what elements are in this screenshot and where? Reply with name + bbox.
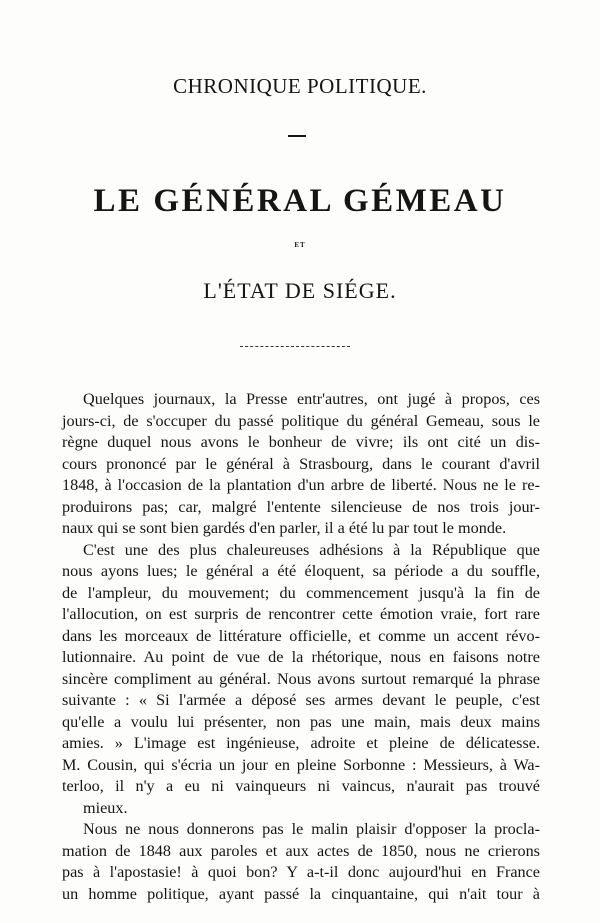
text-line: mieux.: [83, 798, 128, 817]
article-subtitle: L'ÉTAT DE SIÉGE.: [203, 278, 397, 303]
text-line: lutionnaire. Au point de vue de la rhétorique, nous en faisons notre: [62, 648, 540, 666]
text-line: cours prononcé par le général à Strasbourg, dans le courant d'avril: [62, 454, 540, 473]
title-conjunction: ET: [294, 241, 306, 249]
text-line: dans les morceaux de littérature officielle, et comme un accent révo-: [62, 626, 540, 645]
section-rubric: CHRONIQUE POLITIQUE.: [173, 74, 427, 98]
text-line: M. Cousin, qui s'écria un jour en pleine Sorbonne : Messieurs, à Wa-: [62, 755, 540, 774]
text-line: C'est une des plus chaleureuses adhésions à la République que: [83, 540, 540, 559]
article-title: LE GÉNÉRAL GÉMEAU: [93, 183, 507, 219]
rubric-dash-divider: [288, 135, 306, 137]
text-line: Nous ne nous donnerons pas le malin plaisir d'opposer la procla-: [83, 820, 540, 838]
text-line: mation de 1848 aux paroles et aux actes de 1850, nous ne crierons: [62, 841, 540, 860]
text-line: pas à l'apostasie! à quoi bon? Y a-t-il donc aujourd'hui en France: [62, 863, 540, 881]
text-line: amies. » L'image est ingénieuse, adroite et pleine de délicatesse.: [62, 734, 540, 752]
text-line: règne duquel nous avons le bonheur de vivre; ils ont cité un dis-: [62, 433, 540, 451]
text-line: l'allocution, on est surpris de rencontrer cette émotion vraie, fort rare: [62, 605, 540, 623]
text-line: produirons pas; car, malgré l'entente silencieuse de nos trois jour-: [62, 497, 540, 516]
text-line: jours-ci, de s'occuper du passé politique du général Gemeau, sous le: [62, 411, 540, 430]
text-line: naux qui se sont bien gardés d'en parler, il a été lu par tout le monde.: [62, 519, 507, 537]
text-line: terloo, il n'y a eu ni vainqueurs ni vaincus, n'aurait pas trouvé: [62, 777, 540, 795]
article-body: [62, 389, 540, 905]
text-line: nous ayons lues; le général a été éloquent, sa période a du souffle,: [62, 562, 540, 580]
text-line: suivante : « Si l'armée a déposé ses armes devant le peuple, c'est: [62, 691, 540, 709]
text-line: Quelques journaux, la Presse entr'autres, ont jugé à propos, ces: [83, 390, 540, 408]
text-line: de l'ampleur, du mouvement; du commencement jusqu'à la fin de: [62, 583, 540, 602]
text-line: sincère compliment au général. Nous avons surtout remarqué la phrase: [62, 669, 540, 688]
text-line: un homme politique, ayant passé la cinquantaine, qui n'ait tour à: [62, 884, 540, 903]
text-line: 1848, à l'occasion de la plantation d'un arbre de liberté. Nous ne le re-: [62, 476, 540, 494]
text-line: qu'elle a voulu lui présenter, non pas une main, mais deux mains: [62, 712, 540, 731]
ornamental-rule: [240, 346, 350, 347]
